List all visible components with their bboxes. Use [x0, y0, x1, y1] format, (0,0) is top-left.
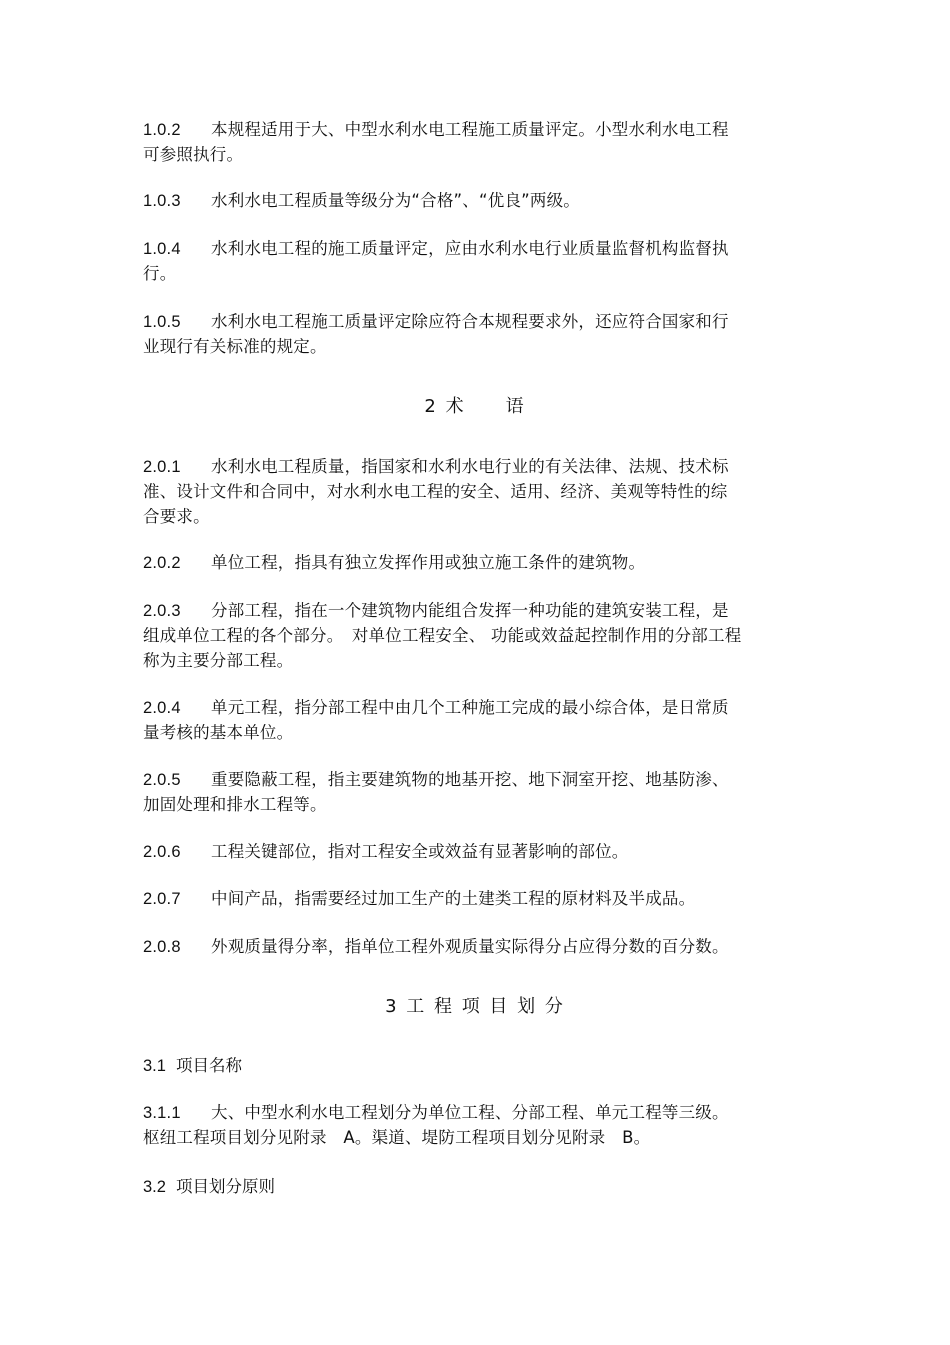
chapter-2-heading: 2 术 语 [424, 396, 526, 417]
section-number: 3.1 [143, 1057, 166, 1075]
clause-1-0-2-line-1: 1.0.2 本规程适用于大、中型水利水电工程施工质量评定。小型水利水电工程 [143, 118, 729, 142]
clause-1-0-2-line-2: 可参照执行。 [143, 145, 244, 164]
clause-1-0-4-line-2: 行。 [143, 264, 177, 283]
term-2-0-4-line-2: 量考核的基本单位。 [143, 723, 294, 742]
clause-number: 1.0.4 [143, 240, 181, 258]
term-2-0-1-line-3: 合要求。 [143, 507, 210, 526]
term-2-0-3-line-2: 组成单位工程的各个部分。 对单位工程安全、 功能或效益起控制作用的分部工程 [143, 626, 742, 645]
clause-number: 2.0.3 [143, 602, 181, 620]
section-title: 项目名称 [175, 1056, 242, 1075]
term-2-0-2-line-1: 2.0.2 单位工程，指具有独立发挥作用或独立施工条件的建筑物。 [143, 551, 645, 575]
clause-3-1-1-line-2: 枢纽工程项目划分见附录 A。渠道、堤防工程项目划分见附录 B。 [143, 1128, 651, 1147]
clause-1-0-5-line-2: 业现行有关标准的规定。 [143, 337, 327, 356]
clause-1-0-3-line-1: 1.0.3 水利水电工程质量等级分为“合格”、“优良”两级。 [143, 189, 580, 213]
clause-number: 2.0.8 [143, 938, 181, 956]
clause-number: 1.0.5 [143, 313, 181, 331]
clause-1-0-4-line-1: 1.0.4 水利水电工程的施工质量评定，应由水利水电行业质量监督机构监督执 [143, 237, 729, 261]
clause-number: 1.0.3 [143, 192, 181, 210]
term-2-0-1-line-1: 2.0.1 水利水电工程质量，指国家和水利水电行业的有关法律、法规、技术标 [143, 455, 729, 479]
term-2-0-7-line-1: 2.0.7 中间产品，指需要经过加工生产的土建类工程的原材料及半成品。 [143, 887, 695, 911]
clause-number: 2.0.2 [143, 554, 181, 572]
clause-number: 2.0.1 [143, 458, 181, 476]
clause-number: 2.0.6 [143, 843, 181, 861]
term-2-0-5-line-2: 加固处理和排水工程等。 [143, 795, 327, 814]
clause-number: 2.0.4 [143, 699, 181, 717]
term-2-0-3-line-1: 2.0.3 分部工程，指在一个建筑物内能组合发挥一种功能的建筑安装工程，是 [143, 599, 729, 623]
section-3-1-heading [143, 1054, 242, 1078]
section-number: 3.2 [143, 1178, 166, 1196]
clause-number: 1.0.2 [143, 121, 181, 139]
section-title: 项目划分原则 [175, 1177, 275, 1196]
term-2-0-5-line-1: 2.0.5 重要隐蔽工程，指主要建筑物的地基开挖、地下洞室开挖、地基防渗、 [143, 768, 729, 792]
chapter-3-heading: 3 工 程 项 目 划 分 [385, 996, 565, 1017]
term-2-0-6-line-1: 2.0.6 工程关键部位，指对工程安全或效益有显著影响的部位。 [143, 840, 629, 864]
clause-1-0-5-line-1: 1.0.5 水利水电工程施工质量评定除应符合本规程要求外，还应符合国家和行 [143, 310, 729, 334]
term-2-0-1-line-2: 准、设计文件和合同中，对水利水电工程的安全、适用、经济、美观等特性的综 [143, 482, 728, 501]
clause-number: 2.0.5 [143, 771, 181, 789]
term-2-0-4-line-1: 2.0.4 单元工程，指分部工程中由几个工种施工完成的最小综合体，是日常质 [143, 696, 729, 720]
section-3-2-heading [143, 1175, 275, 1199]
term-2-0-3-line-3: 称为主要分部工程。 [143, 651, 294, 670]
clause-number: 3.1.1 [143, 1104, 181, 1122]
clause-number: 2.0.7 [143, 890, 181, 908]
term-2-0-8-line-1: 2.0.8 外观质量得分率，指单位工程外观质量实际得分占应得分数的百分数。 [143, 935, 729, 959]
clause-3-1-1-line-1: 3.1.1 大、中型水利水电工程划分为单位工程、分部工程、单元工程等三级。 [143, 1101, 729, 1125]
